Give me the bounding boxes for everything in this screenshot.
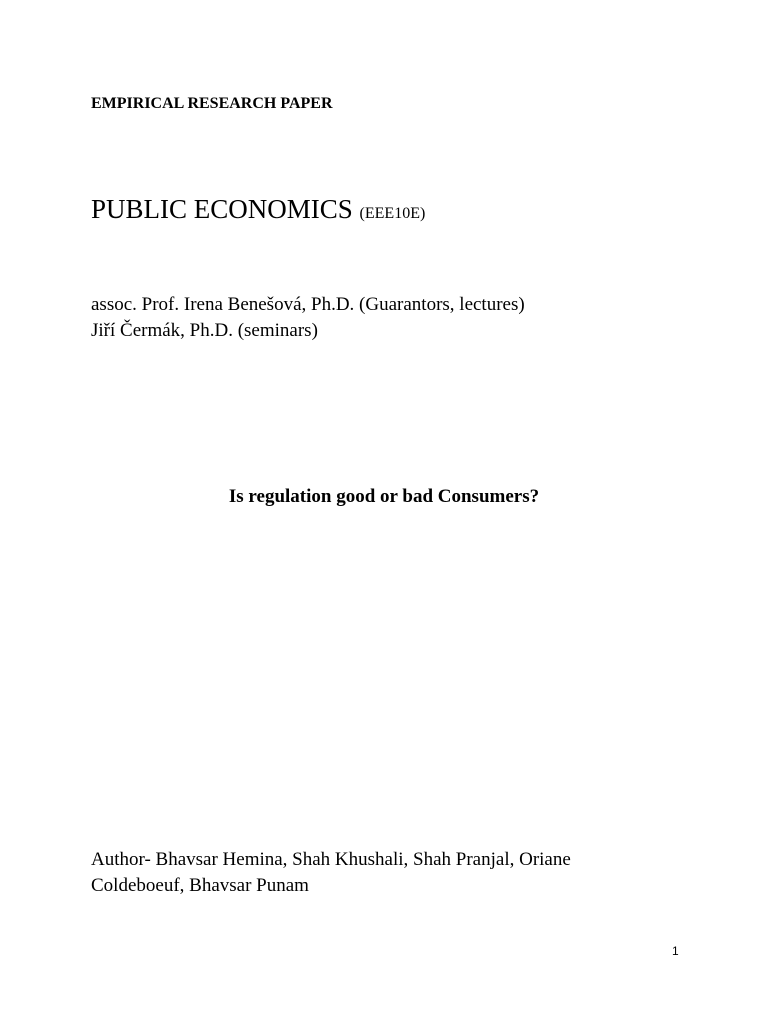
paper-title: Is regulation good or bad Consumers? xyxy=(228,486,540,507)
authors-line: Coldeboeuf, Bhavsar Punam xyxy=(91,875,309,896)
instructor-line: assoc. Prof. Irena Benešová, Ph.D. (Guarantors, lectures) xyxy=(91,294,525,315)
authors-line: Author- Bhavsar Hemina, Shah Khushali, Shah Pranjal, Oriane xyxy=(91,849,571,870)
page-number: 1 xyxy=(672,944,679,958)
instructor-line: Jiří Čermák, Ph.D. (seminars) xyxy=(91,320,318,341)
course-name: PUBLIC ECONOMICS xyxy=(91,194,353,224)
authors-block xyxy=(91,847,571,899)
course-code: (EEE10E) xyxy=(359,205,426,222)
course-title xyxy=(91,193,425,230)
instructors-block xyxy=(91,292,525,344)
document-type-heading: EMPIRICAL RESEARCH PAPER xyxy=(91,95,333,112)
